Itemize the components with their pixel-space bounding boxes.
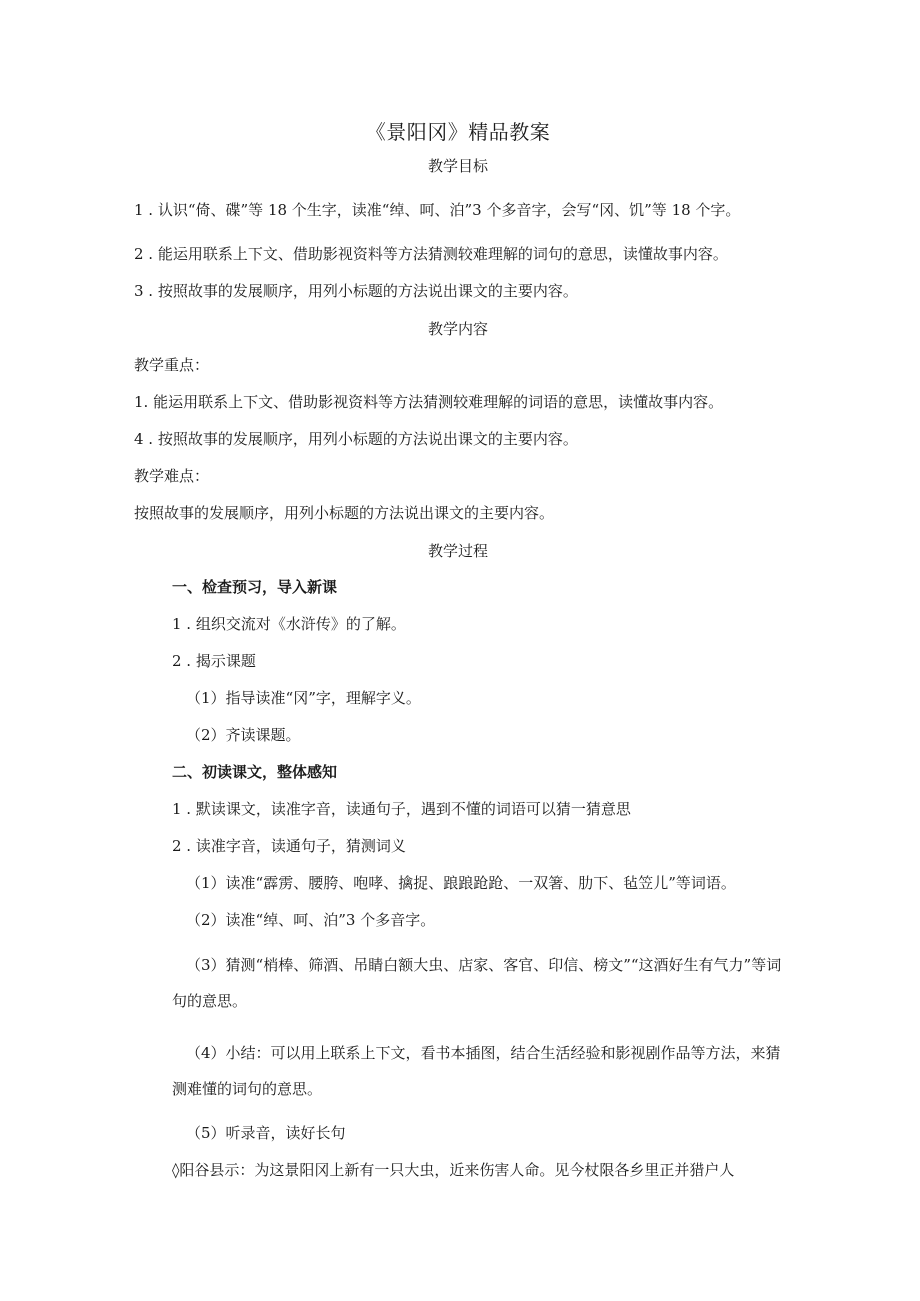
process-heading: 教学过程 xyxy=(427,542,488,560)
section-2-subitem-4: （4）小结：可以用上联系上下文，看书本插图，结合生活经验和影视剧作品等方法，来猜测难懂的词句的意思。 xyxy=(172,1044,781,1098)
section-2-item-1: 1 . 默读课文，读准字音，读通句子，遇到不懂的词语可以猜一猜意思 xyxy=(172,800,631,818)
key-point-2: 4 . 按照故事的发展顺序，用列小标题的方法说出课文的主要内容。 xyxy=(134,430,578,448)
section-2-subitem-1: （1）读准“霹雳、腰胯、咆哮、擒捉、踉踉跄跄、一双箸、肋下、毡笠儿”等词语。 xyxy=(186,874,736,892)
goals-heading: 教学目标 xyxy=(427,157,488,175)
section-1-subitem-1: （1）指导读准“冈”字，理解字义。 xyxy=(186,689,421,707)
goal-item-1: 1 . 认识“倚、碟”等 18 个生字，读准“绰、呵、泊”3 个多音字，会写“冈、饥”等 18 个字。 xyxy=(134,201,741,219)
section-2-item-2: 2 . 读准字音，读通句子，猜测词义 xyxy=(172,837,406,855)
section-2-title: 二、初读课文，整体感知 xyxy=(172,763,338,781)
content-heading: 教学内容 xyxy=(427,320,488,338)
section-1-item-1: 1 . 组织交流对《水浒传》的了解。 xyxy=(172,615,406,633)
section-1-title: 一、检查预习，导入新课 xyxy=(172,578,338,596)
section-1-subitem-2: （2）齐读课题。 xyxy=(186,726,301,744)
difficulty-text: 按照故事的发展顺序，用列小标题的方法说出课文的主要内容。 xyxy=(134,504,555,522)
difficulty-label: 教学难点： xyxy=(134,467,210,485)
section-1-item-2: 2 . 揭示课题 xyxy=(172,652,256,670)
section-2-subitem-2: （2）读准“绰、呵、泊”3 个多音字。 xyxy=(186,911,436,929)
county-notice-text: ◊阳谷县示：为这景阳冈上新有一只大虫，近来伤害人命。见今杖限各乡里正并猎户人 xyxy=(172,1161,735,1179)
document-title: 《景阳冈》精品教案 xyxy=(365,120,551,144)
section-2-subitem-3: （3）猜测“梢棒、筛酒、吊睛白额大虫、店家、客官、印信、榜文”“这酒好生有气力”等词句的意思。 xyxy=(172,956,782,1010)
key-points-label: 教学重点： xyxy=(134,356,210,374)
section-2-subitem-5: （5）听录音，读好长句 xyxy=(186,1124,346,1142)
goal-item-3: 3 . 按照故事的发展顺序，用列小标题的方法说出课文的主要内容。 xyxy=(134,282,578,300)
goal-item-2: 2 . 能运用联系上下文、借助影视资料等方法猜测较难理解的词句的意思，读懂故事内容。 xyxy=(134,245,728,263)
key-point-1: 1. 能运用联系上下文、借助影视资料等方法猜测较难理解的词语的意思，读懂故事内容。 xyxy=(134,393,724,411)
